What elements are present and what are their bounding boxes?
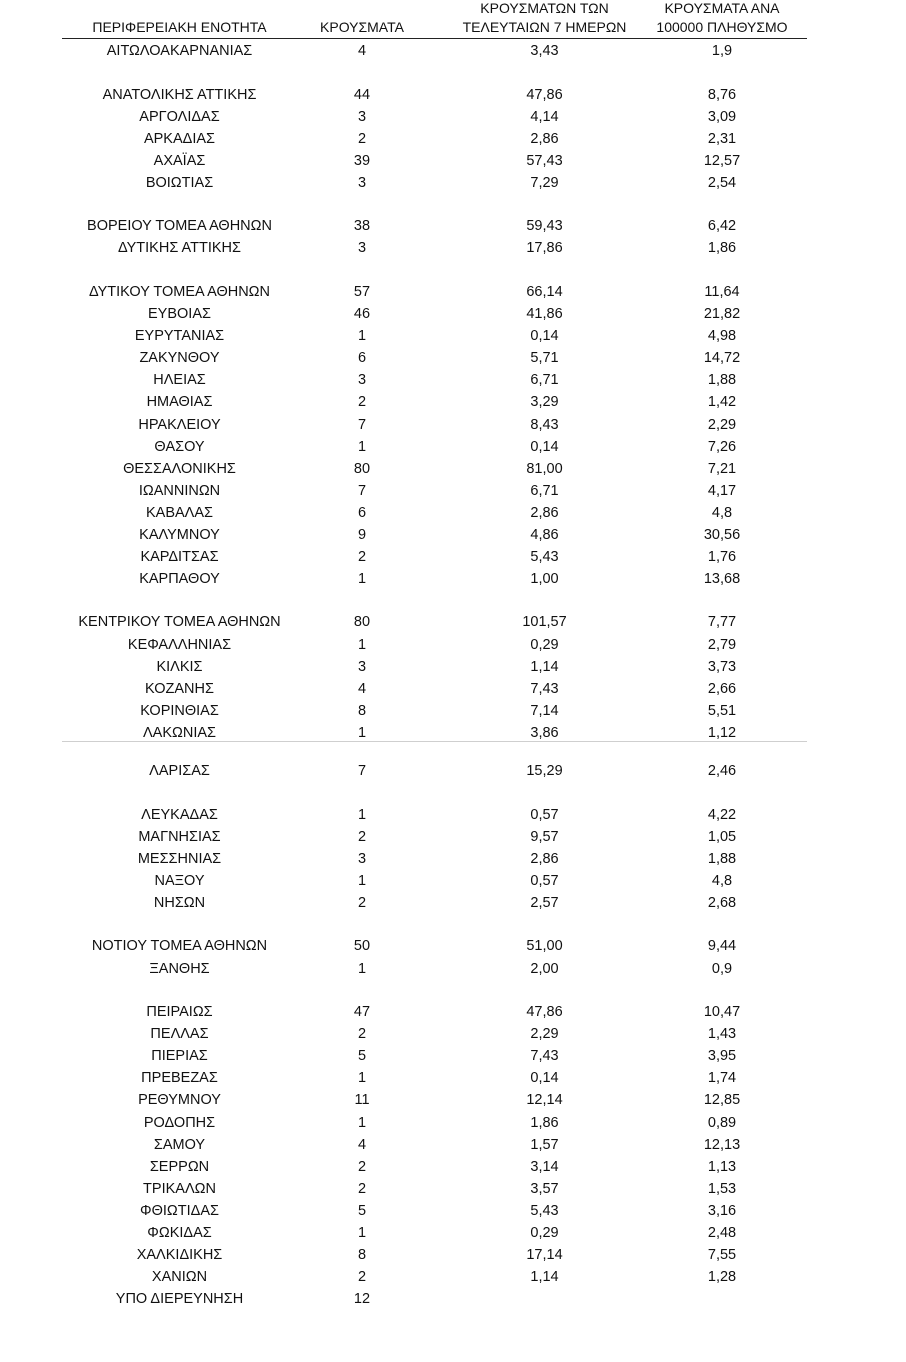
cell-avg7: 15,29 (526, 763, 563, 779)
cell-region: ΚΑΡΠΑΘΟΥ (139, 571, 220, 587)
cell-region: ΘΑΣΟΥ (154, 439, 205, 455)
cell-per100k: 10,47 (703, 1004, 741, 1020)
cell-cases: 3 (357, 109, 367, 125)
cell-region: ΣΑΜΟΥ (153, 1137, 206, 1153)
cell-cases: 3 (357, 175, 367, 191)
table-row (62, 1200, 807, 1222)
cell-avg7: 3,14 (530, 1159, 559, 1175)
table-row (62, 870, 807, 892)
cell-per100k: 2,66 (707, 681, 737, 697)
cell-cases: 2 (357, 549, 367, 565)
cell-avg7: 2,86 (530, 851, 559, 867)
cell-cases: 2 (357, 1269, 367, 1285)
cell-avg7: 59,43 (526, 218, 563, 234)
table-row (62, 1112, 807, 1134)
table-header (62, 0, 807, 39)
table-row (62, 958, 807, 980)
table-row (62, 215, 807, 237)
cell-cases: 2 (357, 1181, 367, 1197)
cell-cases: 1 (357, 873, 367, 889)
table-row (62, 656, 807, 678)
cell-per100k: 7,77 (707, 614, 737, 630)
cell-per100k: 4,22 (707, 807, 737, 823)
cell-region: ΦΘΙΩΤΙΔΑΣ (140, 1203, 219, 1219)
cell-region: ΗΛΕΙΑΣ (153, 372, 206, 388)
table-row (62, 935, 807, 957)
cell-avg7: 1,00 (530, 571, 559, 587)
cell-cases: 2 (357, 394, 367, 410)
cell-avg7: 1,14 (530, 1269, 559, 1285)
cell-cases: 38 (353, 218, 371, 234)
cell-region: ΦΩΚΙΔΑΣ (147, 1225, 212, 1241)
cell-region: ΠΙΕΡΙΑΣ (151, 1048, 208, 1064)
cell-per100k: 2,54 (707, 175, 737, 191)
cell-avg7: 4,14 (530, 109, 559, 125)
cell-cases: 2 (357, 895, 367, 911)
cell-per100k: 0,89 (707, 1115, 737, 1131)
cell-avg7: 41,86 (526, 306, 563, 322)
cell-cases: 1 (357, 807, 367, 823)
cell-region: ΡΕΘΥΜΝΟΥ (138, 1092, 221, 1108)
table-row (62, 1244, 807, 1266)
cell-region: ΣΕΡΡΩΝ (149, 1159, 210, 1175)
cell-cases: 1 (357, 571, 367, 587)
cell-per100k: 4,98 (707, 328, 737, 344)
table-row (62, 128, 807, 150)
cell-region: ΑΡΚΑΔΙΑΣ (143, 131, 216, 147)
table-row (62, 1045, 807, 1067)
table-row (62, 568, 807, 590)
cell-cases: 3 (357, 372, 367, 388)
cell-cases: 57 (353, 284, 371, 300)
cell-cases: 3 (357, 851, 367, 867)
cell-cases: 44 (353, 87, 371, 103)
cell-per100k: 4,8 (711, 873, 733, 889)
cell-region: ΚΕΦΑΛΛΗΝΙΑΣ (127, 637, 232, 653)
table-row (62, 611, 807, 633)
cell-region: ΚΕΝΤΡΙΚΟΥ ΤΟΜΕΑ ΑΘΗΝΩΝ (78, 614, 281, 630)
cell-avg7: 17,14 (526, 1247, 563, 1263)
cell-avg7: 0,14 (530, 439, 559, 455)
table-row (62, 634, 807, 656)
cell-per100k: 1,74 (707, 1070, 737, 1086)
cell-region: ΔΥΤΙΚΗΣ ΑΤΤΙΚΗΣ (118, 240, 241, 256)
cell-per100k: 1,88 (707, 372, 737, 388)
cell-per100k: 7,55 (707, 1247, 737, 1263)
table-row (62, 369, 807, 391)
cell-cases: 2 (357, 1026, 367, 1042)
cell-region: ΗΜΑΘΙΑΣ (146, 394, 213, 410)
cell-cases: 4 (357, 1137, 367, 1153)
cell-cases: 1 (357, 637, 367, 653)
cell-per100k: 0,9 (711, 961, 733, 977)
cell-region: ΛΑΚΩΝΙΑΣ (142, 725, 216, 741)
cell-region: ΝΗΣΩΝ (153, 895, 206, 911)
cell-avg7: 3,43 (530, 43, 559, 59)
cell-cases: 5 (357, 1048, 367, 1064)
cell-cases: 6 (357, 505, 367, 521)
cell-avg7: 1,57 (530, 1137, 559, 1153)
table-row (62, 1023, 807, 1045)
header-per100k-line2: 100000 ΠΛΗΘΥΣΜΟ (656, 19, 788, 35)
table-row (62, 502, 807, 524)
cell-cases: 1 (357, 439, 367, 455)
cell-per100k: 2,31 (707, 131, 737, 147)
cell-region: ΧΑΝΙΩΝ (151, 1269, 208, 1285)
cell-per100k: 1,86 (707, 240, 737, 256)
cell-region: ΝΑΞΟΥ (154, 873, 205, 889)
cell-per100k: 1,53 (707, 1181, 737, 1197)
cell-avg7: 0,57 (530, 807, 559, 823)
cell-cases: 80 (353, 614, 371, 630)
header-cases: ΚΡΟΥΣΜΑΤΑ (320, 19, 404, 35)
cell-cases: 6 (357, 350, 367, 366)
table-row (62, 480, 807, 502)
cell-per100k: 7,21 (707, 461, 737, 477)
cell-avg7: 6,71 (530, 372, 559, 388)
cell-cases: 8 (357, 1247, 367, 1263)
cell-avg7: 2,29 (530, 1026, 559, 1042)
table-row (62, 40, 807, 62)
cell-cases: 4 (357, 43, 367, 59)
cell-per100k: 2,48 (707, 1225, 737, 1241)
cell-avg7: 5,43 (530, 549, 559, 565)
cell-per100k: 1,42 (707, 394, 737, 410)
header-avg7-line1: ΚΡΟΥΣΜΑΤΩΝ ΤΩΝ (480, 0, 609, 16)
cell-region: ΑΝΑΤΟΛΙΚΗΣ ΑΤΤΙΚΗΣ (102, 87, 257, 103)
cell-region: ΑΙΤΩΛΟΑΚΑΡΝΑΝΙΑΣ (106, 43, 253, 59)
cell-avg7: 3,29 (530, 394, 559, 410)
cell-avg7: 3,57 (530, 1181, 559, 1197)
cell-per100k: 2,68 (707, 895, 737, 911)
cell-cases: 2 (357, 829, 367, 845)
cell-per100k: 1,76 (707, 549, 737, 565)
cell-avg7: 2,86 (530, 131, 559, 147)
table-row (62, 150, 807, 172)
cell-region: ΜΑΓΝΗΣΙΑΣ (138, 829, 221, 845)
cell-cases: 46 (353, 306, 371, 322)
cell-cases: 4 (357, 681, 367, 697)
cell-region: ΠΕΙΡΑΙΩΣ (146, 1004, 213, 1020)
cell-avg7: 2,00 (530, 961, 559, 977)
cell-per100k: 12,57 (703, 153, 741, 169)
cell-avg7: 1,86 (530, 1115, 559, 1131)
cell-region: ΤΡΙΚΑΛΩΝ (143, 1181, 216, 1197)
cell-region: ΙΩΑΝΝΙΝΩΝ (138, 483, 221, 499)
table-row (62, 1178, 807, 1200)
cell-cases: 7 (357, 417, 367, 433)
cell-avg7: 7,43 (530, 1048, 559, 1064)
cell-avg7: 81,00 (526, 461, 563, 477)
table-row (62, 760, 807, 782)
cell-cases: 1 (357, 1070, 367, 1086)
cell-avg7: 2,57 (530, 895, 559, 911)
table-row (62, 1067, 807, 1089)
cell-avg7: 47,86 (526, 1004, 563, 1020)
cell-region: ΕΥΒΟΙΑΣ (148, 306, 211, 322)
cell-avg7: 1,14 (530, 659, 559, 675)
cell-region: ΠΕΛΛΑΣ (150, 1026, 209, 1042)
cell-per100k: 12,85 (703, 1092, 741, 1108)
table-row (62, 436, 807, 458)
cell-region: ΥΠΟ ΔΙΕΡΕΥΝΗΣΗ (115, 1291, 244, 1307)
cell-cases: 7 (357, 483, 367, 499)
cell-cases: 50 (353, 938, 371, 954)
cell-avg7: 7,43 (530, 681, 559, 697)
cell-cases: 3 (357, 240, 367, 256)
cell-per100k: 1,13 (707, 1159, 737, 1175)
cell-avg7: 0,14 (530, 328, 559, 344)
cell-cases: 39 (353, 153, 371, 169)
cell-region: ΚΟΡΙΝΘΙΑΣ (140, 703, 219, 719)
table-row (62, 892, 807, 914)
table-row (62, 347, 807, 369)
cell-region: ΜΕΣΣΗΝΙΑΣ (137, 851, 222, 867)
table-row (62, 1001, 807, 1023)
cell-per100k: 3,09 (707, 109, 737, 125)
table-row (62, 546, 807, 568)
cell-region: ΚΑΛΥΜΝΟΥ (139, 527, 220, 543)
cell-region: ΚΟΖΑΝΗΣ (145, 681, 214, 697)
table-row (62, 1222, 807, 1244)
cell-per100k: 3,73 (707, 659, 737, 675)
cell-avg7: 47,86 (526, 87, 563, 103)
cell-per100k: 2,79 (707, 637, 737, 653)
cell-region: ΕΥΡΥΤΑΝΙΑΣ (134, 328, 225, 344)
table-row (62, 414, 807, 436)
cell-cases: 1 (357, 961, 367, 977)
cell-avg7: 12,14 (526, 1092, 563, 1108)
cell-per100k: 7,26 (707, 439, 737, 455)
cell-per100k: 2,29 (707, 417, 737, 433)
cell-cases: 1 (357, 1115, 367, 1131)
cell-avg7: 5,43 (530, 1203, 559, 1219)
cell-avg7: 8,43 (530, 417, 559, 433)
cell-region: ΑΧΑΪΑΣ (153, 153, 206, 169)
cell-per100k: 12,13 (703, 1137, 741, 1153)
cell-per100k: 21,82 (703, 306, 741, 322)
cell-per100k: 4,17 (707, 483, 737, 499)
cell-per100k: 1,05 (707, 829, 737, 845)
cell-region: ΒΟΡΕΙΟΥ ΤΟΜΕΑ ΑΘΗΝΩΝ (87, 218, 272, 234)
table-row (62, 237, 807, 259)
table-row (62, 458, 807, 480)
cell-per100k: 8,76 (707, 87, 737, 103)
table-row (62, 303, 807, 325)
cell-per100k: 2,46 (707, 763, 737, 779)
cell-region: ΠΡΕΒΕΖΑΣ (141, 1070, 218, 1086)
cell-cases: 3 (357, 659, 367, 675)
table-row (62, 1156, 807, 1178)
table-row (62, 325, 807, 347)
cell-per100k: 1,28 (707, 1269, 737, 1285)
cell-cases: 2 (357, 131, 367, 147)
table-row (62, 804, 807, 826)
cell-region: ΗΡΑΚΛΕΙΟΥ (138, 417, 221, 433)
cell-region: ΘΕΣΣΑΛΟΝΙΚΗΣ (123, 461, 236, 477)
cell-cases: 11 (354, 1092, 370, 1108)
header-avg7-line2: ΤΕΛΕΥΤΑΙΩΝ 7 ΗΜΕΡΩΝ (462, 19, 627, 35)
table-row (62, 700, 807, 722)
cell-avg7: 5,71 (530, 350, 559, 366)
cell-per100k: 5,51 (707, 703, 737, 719)
cell-region: ΚΙΛΚΙΣ (156, 659, 203, 675)
cell-avg7: 4,86 (530, 527, 559, 543)
cell-region: ΒΟΙΩΤΙΑΣ (145, 175, 214, 191)
cell-per100k: 30,56 (703, 527, 741, 543)
header-per100k-line1: ΚΡΟΥΣΜΑΤΑ ΑΝΑ (664, 0, 780, 16)
cell-per100k: 6,42 (707, 218, 737, 234)
cell-avg7: 0,29 (530, 1225, 559, 1241)
cell-per100k: 1,12 (707, 725, 737, 741)
cell-cases: 2 (357, 1159, 367, 1175)
cell-per100k: 11,64 (704, 284, 740, 300)
table-row (62, 106, 807, 128)
cell-region: ΞΑΝΘΗΣ (149, 961, 210, 977)
cell-cases: 7 (357, 763, 367, 779)
cell-cases: 8 (357, 703, 367, 719)
cell-per100k: 1,88 (707, 851, 737, 867)
cell-region: ΝΟΤΙΟΥ ΤΟΜΕΑ ΑΘΗΝΩΝ (91, 938, 268, 954)
table-row (62, 524, 807, 546)
cell-region: ΛΕΥΚΑΔΑΣ (141, 807, 218, 823)
cell-avg7: 9,57 (530, 829, 559, 845)
cell-region: ΚΑΒΑΛΑΣ (145, 505, 213, 521)
cell-region: ΖΑΚΥΝΘΟΥ (139, 350, 220, 366)
cell-region: ΔΥΤΙΚΟΥ ΤΟΜΕΑ ΑΘΗΝΩΝ (88, 284, 270, 300)
cell-avg7: 6,71 (530, 483, 559, 499)
cell-cases: 80 (353, 461, 371, 477)
table-row (62, 1134, 807, 1156)
cell-per100k: 9,44 (707, 938, 737, 954)
table-row (62, 1288, 807, 1310)
header-avg7 (452, 0, 637, 37)
cell-per100k: 3,16 (707, 1203, 737, 1219)
table-row (62, 84, 807, 106)
cell-avg7: 7,14 (530, 703, 559, 719)
cell-cases: 12 (353, 1291, 371, 1307)
table-row (62, 281, 807, 303)
cell-avg7: 2,86 (530, 505, 559, 521)
table-row (62, 172, 807, 194)
cell-region: ΛΑΡΙΣΑΣ (149, 763, 210, 779)
header-region: ΠΕΡΙΦΕΡΕΙΑΚΗ ΕΝΟΤΗΤΑ (92, 19, 267, 35)
table-row (62, 826, 807, 848)
table-row (62, 722, 807, 744)
table-row (62, 1089, 807, 1111)
cell-cases: 47 (353, 1004, 371, 1020)
cell-region: ΚΑΡΔΙΤΣΑΣ (140, 549, 219, 565)
table-row (62, 678, 807, 700)
cell-per100k: 3,95 (707, 1048, 737, 1064)
cell-cases: 1 (357, 328, 367, 344)
table-row (62, 391, 807, 413)
cell-per100k: 4,8 (711, 505, 733, 521)
table-row (62, 1266, 807, 1288)
cell-cases: 5 (357, 1203, 367, 1219)
header-per100k (637, 0, 807, 37)
cell-avg7: 0,14 (530, 1070, 559, 1086)
cell-region: ΡΟΔΟΠΗΣ (143, 1115, 216, 1131)
cell-avg7: 51,00 (526, 938, 563, 954)
cell-avg7: 66,14 (526, 284, 563, 300)
cell-per100k: 1,9 (711, 43, 733, 59)
table-row (62, 848, 807, 870)
cell-cases: 9 (357, 527, 367, 543)
cell-cases: 1 (357, 725, 367, 741)
cell-per100k: 14,72 (703, 350, 741, 366)
cell-avg7: 17,86 (526, 240, 563, 256)
cell-avg7: 57,43 (526, 153, 563, 169)
cell-avg7: 101,57 (522, 614, 567, 630)
cell-avg7: 0,29 (530, 637, 559, 653)
cell-avg7: 7,29 (530, 175, 559, 191)
cell-avg7: 3,86 (530, 725, 559, 741)
cell-cases: 1 (357, 1225, 367, 1241)
cell-per100k: 1,43 (707, 1026, 737, 1042)
cell-region: ΑΡΓΟΛΙΔΑΣ (139, 109, 220, 125)
cell-avg7: 0,57 (530, 873, 559, 889)
cell-region: ΧΑΛΚΙΔΙΚΗΣ (136, 1247, 223, 1263)
cell-per100k: 13,68 (703, 571, 741, 587)
